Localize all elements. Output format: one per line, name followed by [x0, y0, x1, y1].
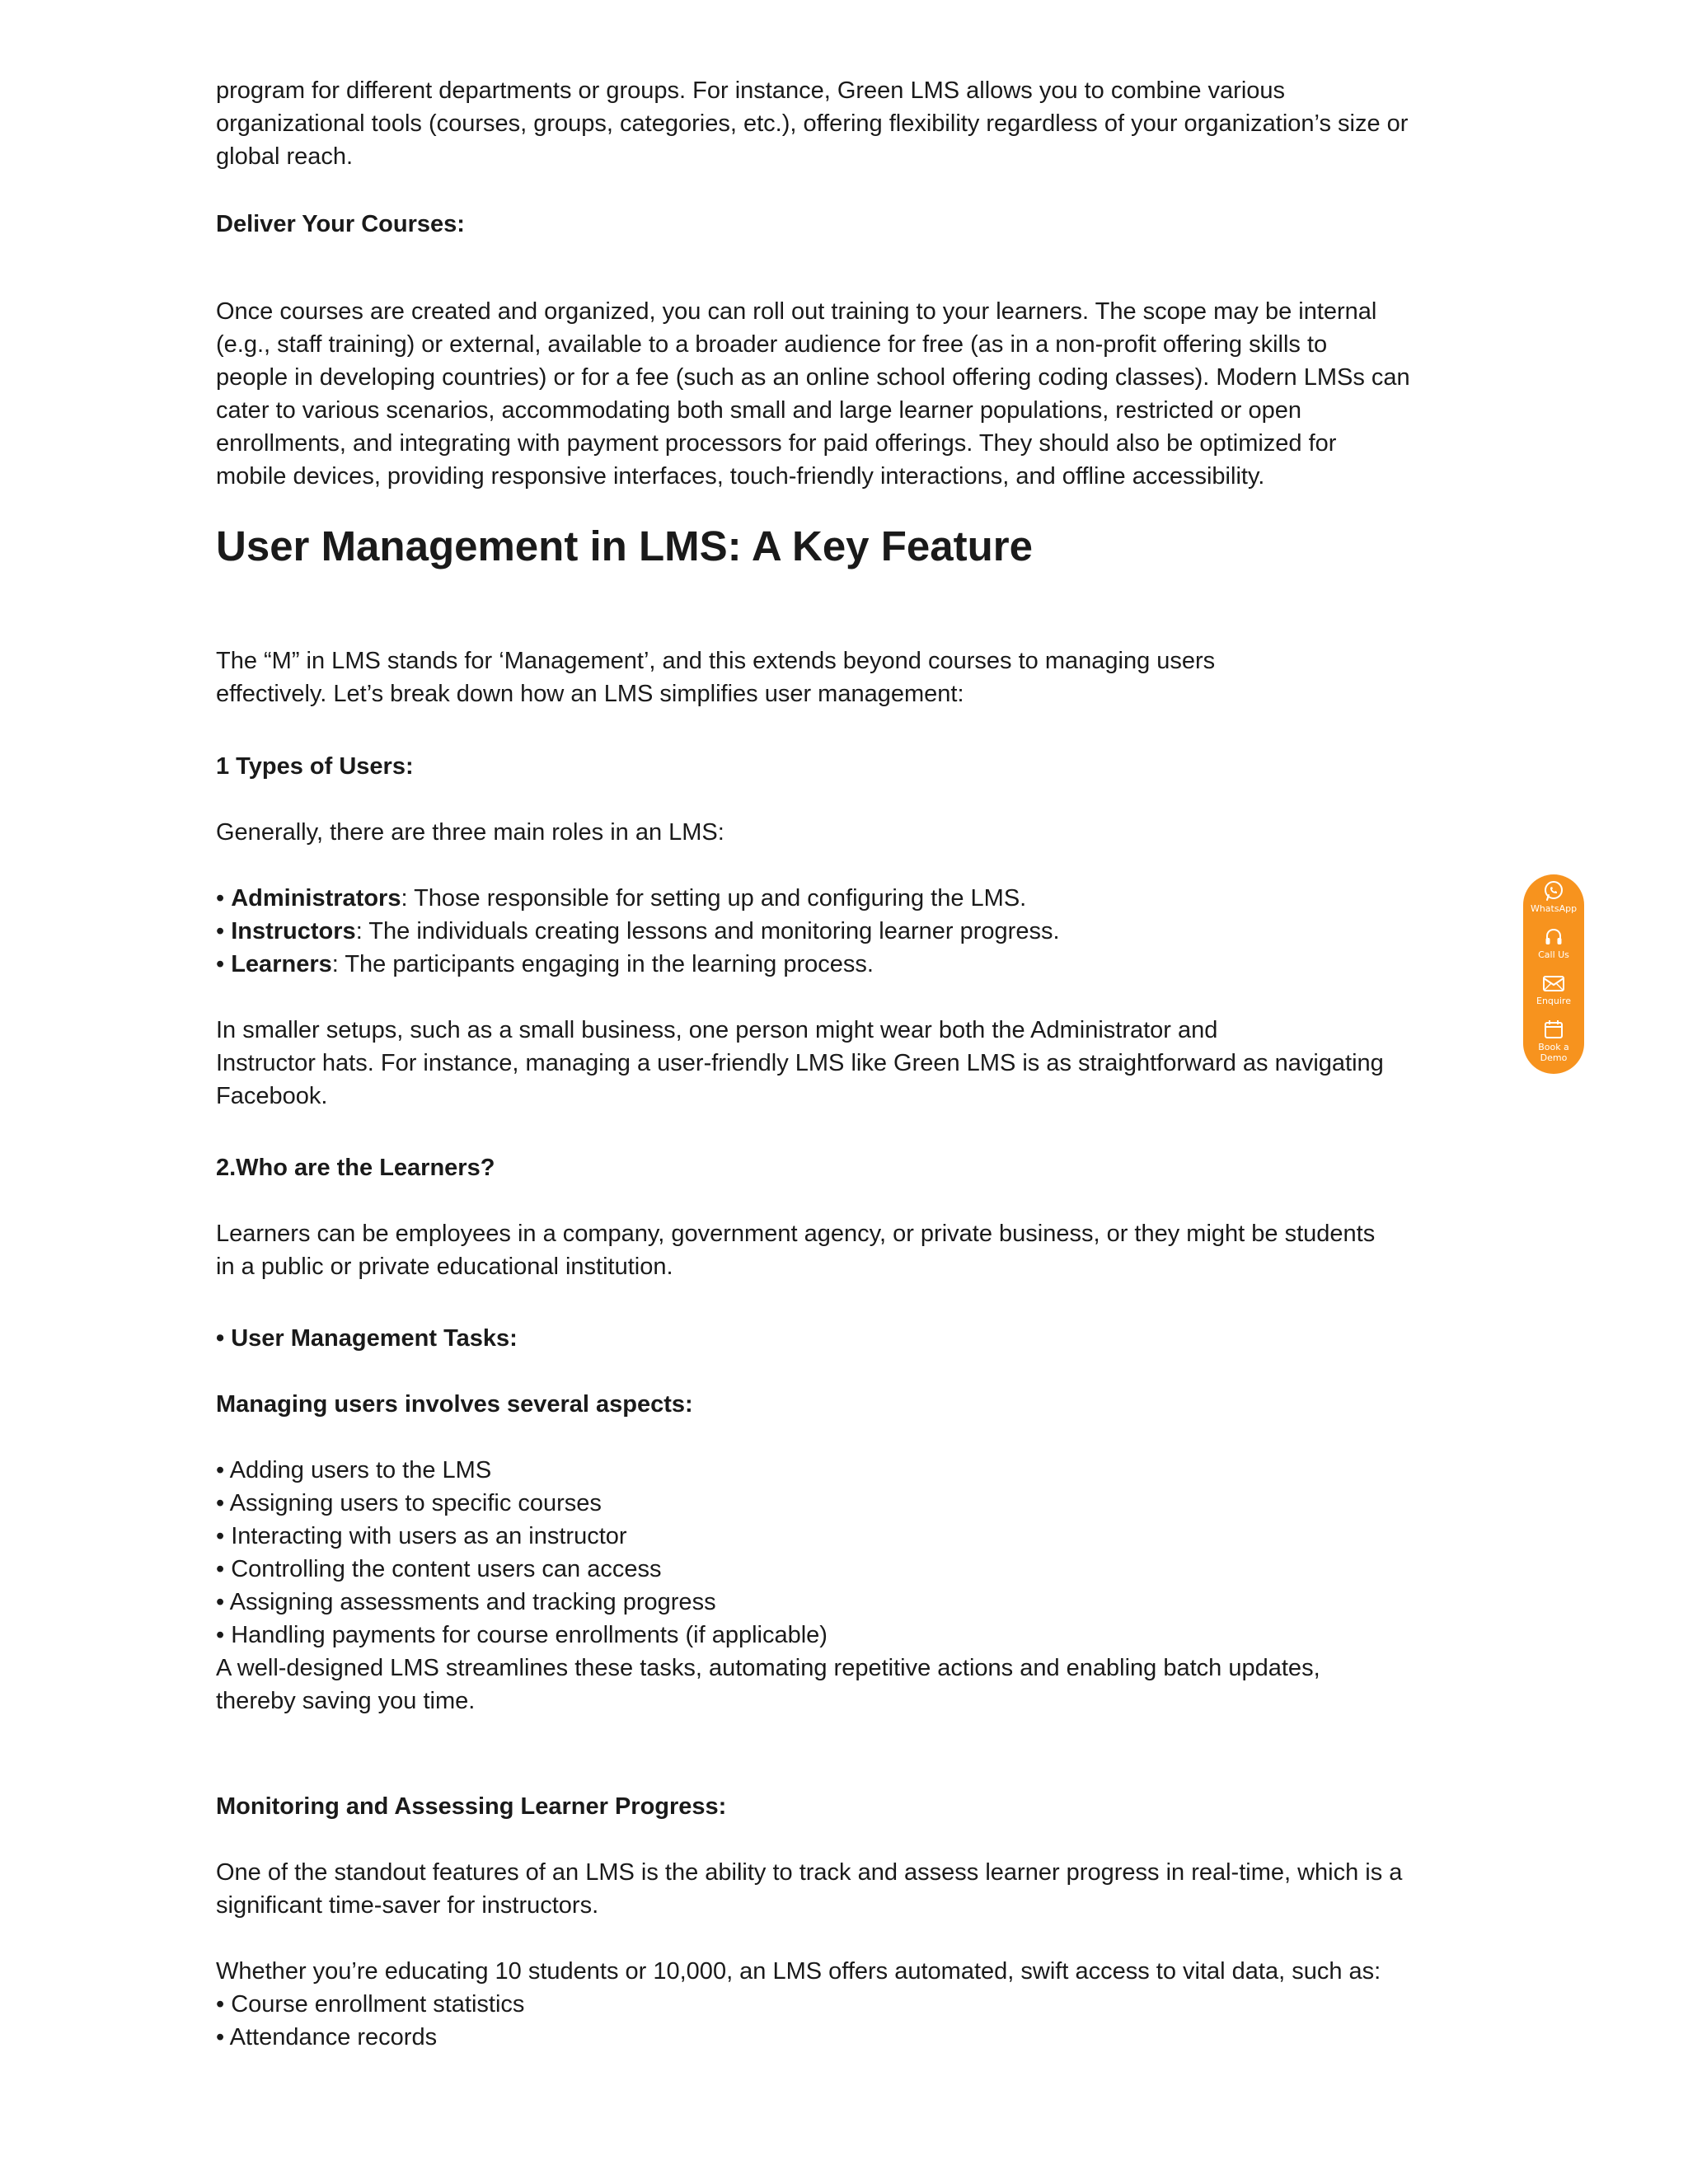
list-item: • Adding users to the LMS: [216, 1457, 492, 1483]
whatsapp-label: WhatsApp: [1530, 903, 1578, 914]
deliver-paragraph: [216, 295, 1477, 493]
bullet: •: [216, 918, 225, 944]
call-us-button[interactable]: [1523, 926, 1584, 972]
whatsapp-button[interactable]: [1523, 879, 1584, 926]
text-line: global reach.: [216, 143, 354, 170]
list-item: • Interacting with users as an instructor: [216, 1523, 627, 1549]
whatsapp-icon: [1542, 879, 1565, 902]
role-name: Instructors: [231, 918, 356, 944]
text-line: Once courses are created and organized, you can roll out training to your learners. The scope may be internal: [216, 298, 1377, 325]
text-line: effectively. Let’s break down how an LMS simplifies user management:: [216, 681, 964, 707]
tasks-subheading: Managing users involves several aspects:: [216, 1391, 693, 1418]
intro-paragraph: [216, 74, 1477, 173]
list-item: • Handling payments for course enrollments (if applicable): [216, 1622, 828, 1648]
role-name: Learners: [231, 951, 332, 977]
text-line: program for different departments or groups. For instance, Green LMS allows you to combine various: [216, 77, 1286, 104]
enquire-label: Enquire: [1536, 996, 1571, 1006]
text-line: organizational tools (courses, groups, categories, etc.), offering flexibility regardless of your organization’s size or: [216, 110, 1409, 137]
envelope-icon: [1541, 972, 1566, 995]
types-of-users-heading: 1 Types of Users:: [216, 753, 414, 780]
text-line: In smaller setups, such as a small business, one person might wear both the Administrator and: [216, 1017, 1218, 1043]
text-line: The “M” in LMS stands for ‘Management’, and this extends beyond courses to managing users: [216, 648, 1216, 674]
types-of-users-lead: Generally, there are three main roles in an LMS:: [216, 819, 724, 846]
bullet: •: [216, 951, 225, 977]
article-content: [216, 74, 1477, 2054]
call-us-label: Call Us: [1538, 949, 1569, 960]
text-line: significant time-saver for instructors.: [216, 1892, 599, 1919]
list-item: [216, 882, 1477, 915]
text-line: Learners can be employees in a company, government agency, or private business, or they might be students: [216, 1221, 1376, 1247]
list-item: • Attendance records: [216, 2024, 438, 2050]
book-demo-button[interactable]: [1523, 1018, 1584, 1072]
role-name: Administrators: [231, 885, 401, 912]
text-line: A well-designed LMS streamlines these tasks, automating repetitive actions and enabling batch updates,: [216, 1655, 1320, 1681]
tasks-list: [216, 1454, 1477, 1718]
text-line: Instructor hats. For instance, managing a user-friendly LMS like Green LMS is as straightforward as navigating: [216, 1050, 1384, 1076]
enquire-button[interactable]: [1523, 972, 1584, 1018]
list-item: • Controlling the content users can access: [216, 1556, 662, 1582]
role-desc: : The participants engaging in the learning process.: [331, 951, 874, 977]
text-line: Whether you’re educating 10 students or 10,000, an LMS offers automated, swift access to vital data, such as:: [216, 1958, 1381, 1985]
text-line: thereby saving you time.: [216, 1688, 476, 1714]
monitoring-heading: Monitoring and Assessing Learner Progress:: [216, 1793, 727, 1820]
text-line: mobile devices, providing responsive interfaces, touch-friendly interactions, and offline accessibility.: [216, 463, 1265, 490]
monitoring-data-list: [216, 1955, 1477, 2054]
list-item: • Assigning assessments and tracking progress: [216, 1589, 716, 1615]
text-line: enrollments, and integrating with payment processors for paid offerings. They should also be optimized for: [216, 430, 1337, 457]
text-line: people in developing countries) or for a fee (such as an online school offering coding classes). Modern LMSs can: [216, 364, 1410, 391]
calendar-icon: [1542, 1018, 1565, 1041]
text-line: One of the standout features of an LMS is the ability to track and assess learner progress in real-time, which is a: [216, 1859, 1403, 1886]
list-item: [216, 915, 1477, 948]
text-line: cater to various scenarios, accommodating both small and large learner populations, restricted or open: [216, 397, 1301, 424]
roles-list: [216, 882, 1477, 981]
list-item: [216, 948, 1477, 981]
role-desc: : Those responsible for setting up and configuring the LMS.: [401, 885, 1027, 912]
roles-note: [216, 1014, 1477, 1113]
management-intro: [216, 644, 1477, 710]
headphones-icon: [1542, 926, 1565, 949]
contact-widget: [1523, 874, 1584, 1074]
bullet: •: [216, 885, 225, 912]
text-line: (e.g., staff training) or external, available to a broader audience for free (as in a non-profit offering skills to: [216, 331, 1328, 358]
monitoring-paragraph: [216, 1856, 1477, 1922]
text-line: Facebook.: [216, 1083, 328, 1109]
list-item: • Assigning users to specific courses: [216, 1490, 602, 1516]
role-desc: : The individuals creating lessons and monitoring learner progress.: [355, 918, 1060, 944]
book-demo-label: Book a Demo: [1538, 1042, 1569, 1063]
who-learners-paragraph: [216, 1217, 1477, 1283]
deliver-heading: Deliver Your Courses:: [216, 211, 465, 237]
text-line: in a public or private educational institution.: [216, 1254, 673, 1280]
tasks-heading: • User Management Tasks:: [216, 1325, 518, 1352]
section-title: User Management in LMS: A Key Feature: [216, 523, 1033, 569]
who-learners-heading: 2.Who are the Learners?: [216, 1155, 495, 1181]
list-item: • Course enrollment statistics: [216, 1991, 525, 2018]
